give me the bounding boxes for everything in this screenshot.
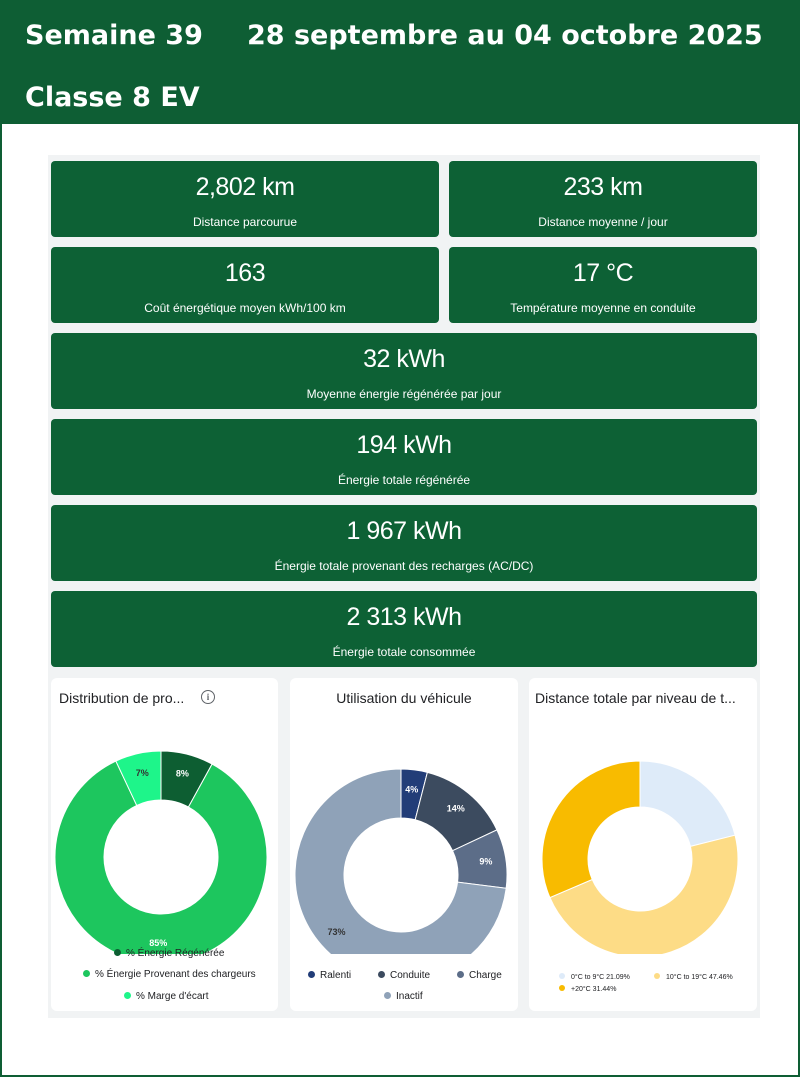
kpi-label: Distance moyenne / jour — [538, 215, 668, 229]
energy-donut — [51, 714, 278, 954]
legend-item[interactable] — [457, 970, 502, 981]
legend-label: Inactif — [396, 991, 423, 1002]
legend-item[interactable] — [384, 991, 423, 1002]
kpi-value: 233 km — [563, 173, 643, 201]
legend-item[interactable] — [308, 970, 351, 981]
kpi-value: 1 967 kWh — [346, 517, 462, 545]
kpi-regen-total — [51, 419, 757, 495]
legend-dot — [384, 992, 391, 999]
kpi-regen-per-day — [51, 333, 757, 409]
legend-dot — [378, 971, 385, 978]
legend-label: Ralenti — [320, 970, 352, 981]
slice-label: 14% — [446, 803, 465, 814]
legend-dot — [83, 970, 90, 977]
legend-item[interactable] — [124, 991, 209, 1002]
legend-dot — [308, 971, 315, 978]
kpi-label: Énergie totale provenant des recharges (AC/DC) — [274, 559, 534, 573]
week-label: Semaine 39 — [25, 20, 203, 51]
kpi-label: Énergie totale régénérée — [337, 473, 471, 487]
kpi-value: 17 °C — [572, 259, 634, 287]
kpi-energy-cost — [51, 247, 439, 323]
kpi-charge-total — [51, 505, 757, 581]
legend-label: +20°C 31.44% — [571, 986, 617, 993]
energy-distribution-panel — [51, 678, 278, 1011]
kpi-value: 163 — [224, 259, 266, 287]
kpi-label: Température moyenne en conduite — [510, 301, 696, 315]
legend-item[interactable] — [378, 970, 430, 981]
panel-title: Distance totale par niveau de t... — [535, 690, 736, 706]
slice-label: 73% — [327, 926, 346, 937]
kpi-label: Moyenne énergie régénérée par jour — [306, 387, 502, 401]
kpi-value: 32 kWh — [363, 345, 445, 373]
slice-label: 8% — [175, 768, 189, 779]
donut-slice[interactable] — [542, 761, 640, 898]
kpi-value: 2 313 kWh — [346, 603, 462, 631]
kpi-temperature — [449, 247, 757, 323]
donut-slice[interactable] — [640, 761, 735, 846]
kpi-label: Coût énergétique moyen kWh/100 km — [144, 301, 346, 315]
legend-label: Charge — [469, 970, 502, 981]
legend-label: % Marge d'écart — [136, 991, 209, 1002]
kpi-label: Énergie totale consommée — [332, 645, 476, 659]
temperature-distance-panel — [529, 678, 757, 1011]
kpi-avg-distance — [449, 161, 757, 237]
kpi-consumed-total — [51, 591, 757, 667]
legend-label: 10°C to 19°C 47.46% — [666, 974, 733, 981]
panel-title: Utilisation du véhicule — [336, 690, 472, 706]
legend-dot — [124, 992, 131, 999]
class-label: Classe 8 EV — [25, 82, 200, 113]
legend-label: % Énergie Régénérée — [126, 948, 225, 959]
legend-label: % Énergie Provenant des chargeurs — [95, 969, 256, 980]
slice-label: 9% — [479, 856, 493, 867]
legend-label: 0°C to 9°C 21.09% — [571, 974, 630, 981]
legend-item[interactable] — [559, 986, 616, 993]
kpi-value: 2,802 km — [195, 173, 295, 201]
legend-label: Conduite — [390, 970, 431, 981]
slice-label: 85% — [149, 937, 168, 948]
legend-item[interactable] — [114, 948, 224, 959]
slice-label: 4% — [405, 784, 419, 795]
kpi-distance — [51, 161, 439, 237]
legend-dot — [559, 985, 565, 991]
legend-dot — [559, 973, 565, 979]
date-range: 28 septembre au 04 octobre 2025 — [247, 20, 763, 51]
legend-dot — [114, 949, 121, 956]
panel-title: Distribution de pro... — [59, 690, 185, 706]
legend-dot — [457, 971, 464, 978]
kpi-label: Distance parcourue — [192, 215, 298, 229]
temperature-donut — [529, 714, 757, 954]
report-header — [0, 0, 800, 124]
legend-dot — [654, 973, 660, 979]
kpi-value: 194 kWh — [356, 431, 452, 459]
info-icon[interactable]: i — [201, 690, 215, 704]
slice-label: 7% — [135, 768, 149, 779]
usage-donut — [290, 714, 518, 954]
dashboard — [48, 155, 760, 1018]
legend-item[interactable] — [654, 974, 733, 981]
legend-item[interactable] — [83, 969, 256, 980]
legend-item[interactable] — [559, 974, 630, 981]
vehicle-usage-panel — [290, 678, 518, 1011]
